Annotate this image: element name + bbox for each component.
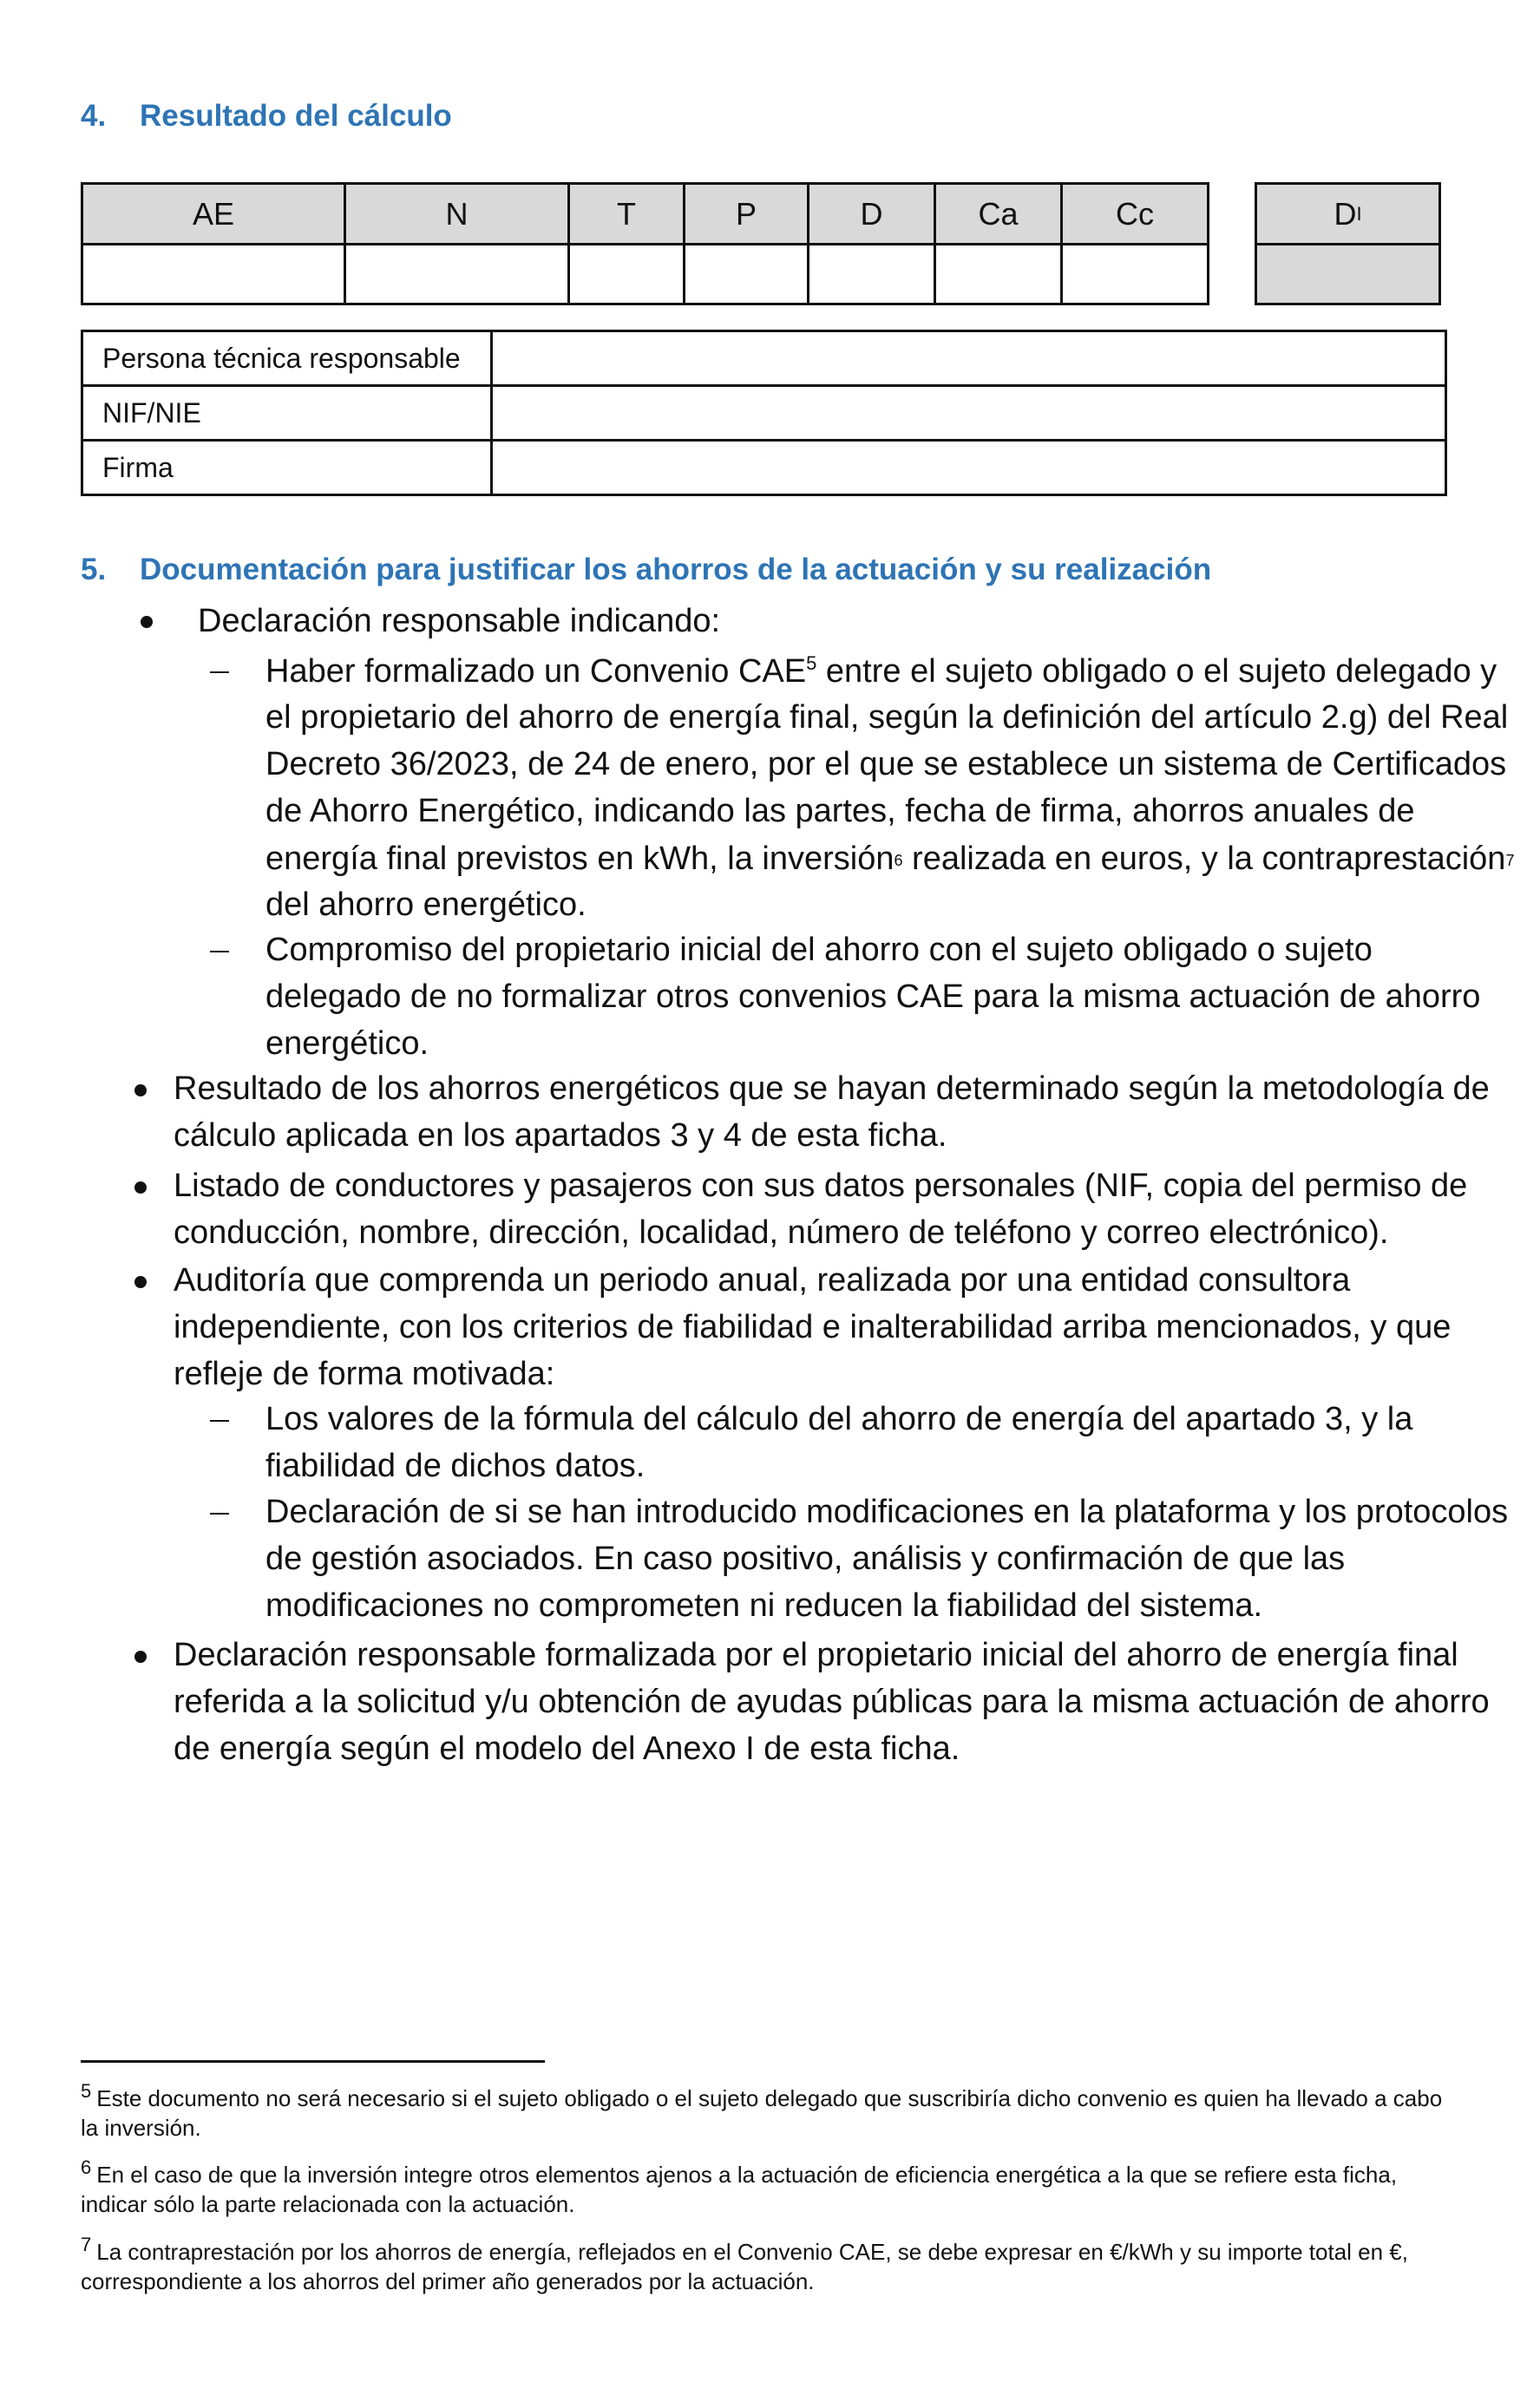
- list-item: Listado de conductores y pasajeros con sus datos personales (NIF, copia del permiso de: [174, 1168, 1468, 1204]
- dash-icon: [210, 671, 229, 673]
- list-item-line: energético.: [265, 1025, 429, 1062]
- results-value-n[interactable]: [344, 243, 570, 305]
- footnote-separator: [81, 2060, 545, 2063]
- table-row: [82, 331, 1446, 386]
- list-item: Los valores de la fórmula del cálculo del ahorro de energía del apartado 3, y la: [265, 1401, 1413, 1437]
- list-item-line: conducción, nombre, dirección, localidad, número de teléfono y correo electrónico).: [174, 1214, 1389, 1251]
- list-item-line: el propietario del ahorro de energía final, según la definición del artículo 2.g) del Real: [265, 699, 1509, 736]
- section-4-heading: [81, 99, 452, 134]
- list-item-line: de Ahorro Energético, indicando las partes, fecha de firma, ahorros anuales de: [265, 793, 1415, 829]
- list-item-line: refleje de forma motivada:: [174, 1356, 555, 1392]
- results-value-t[interactable]: [567, 243, 685, 305]
- list-item-line: referida a la solicitud y/u obtención de ayudas públicas para la misma actuación de ahorro: [174, 1684, 1490, 1720]
- list-item-line: fiabilidad de dichos datos.: [265, 1448, 645, 1484]
- results-value-cc[interactable]: [1060, 243, 1209, 305]
- list-item: Declaración responsable indicando:: [198, 603, 721, 639]
- results-value-di: [1255, 243, 1441, 305]
- list-item: Declaración responsable formalizada por el propietario inicial del ahorro de energía final: [174, 1637, 1458, 1673]
- bullet-icon: [134, 1276, 147, 1288]
- results-header-di-main: D: [1334, 195, 1357, 232]
- list-item: Haber formalizado un Convenio CAE$^5$ entre el sujeto obligado o el sujeto delegado y: [265, 652, 1497, 690]
- section-4-title: Resultado del cálculo: [140, 99, 452, 133]
- results-header-p: P: [683, 182, 809, 245]
- results-header-d: D: [807, 182, 936, 245]
- section-4-number: 4.: [81, 99, 107, 133]
- list-item-line: delegado de no formalizar otros convenios CAE para la misma actuación de ahorro: [265, 978, 1481, 1015]
- list-item-line: de energía según el modelo del Anexo I de esta ficha.: [174, 1731, 960, 1767]
- results-header-cc: Cc: [1060, 182, 1209, 245]
- field-nif-nie[interactable]: [492, 386, 1446, 441]
- list-item-line: cálculo aplicada en los apartados 3 y 4 de esta ficha.: [174, 1117, 947, 1154]
- list-item-line: modificaciones no comprometen ni reducen la fiabilidad del sistema.: [265, 1587, 1263, 1624]
- label-firma: Firma: [82, 441, 492, 495]
- results-header-ae: AE: [81, 182, 346, 245]
- list-item-line: de gestión asociados. En caso positivo, análisis y confirmación de que las: [265, 1541, 1346, 1577]
- section-5-heading: [81, 553, 1211, 587]
- footnote-ref-7: 7: [1505, 852, 1515, 869]
- section-5-number: 5.: [81, 553, 107, 586]
- list-item-line: del ahorro energético.: [265, 887, 587, 923]
- footnote-5: $^5$ Este documento no será necesario si el sujeto obligado o el sujeto delegado que suscribiría dicho convenio es quien ha llevado a cabo: [81, 2080, 1443, 2111]
- footnote-6: $^6$ En el caso de que la inversión integre otros elementos ajenos a la actuación de eficiencia energética a la que se refiere esta ficha,: [81, 2156, 1398, 2188]
- footnote-7-line-2: correspondiente a los ahorros del primer año generados por la actuación.: [81, 2268, 815, 2294]
- list-item-line: independiente, con los criterios de fiabilidad e inalterabilidad arriba mencionados, y que: [174, 1309, 1452, 1345]
- results-value-p[interactable]: [683, 243, 809, 305]
- list-item: Auditoría que comprenda un periodo anual, realizada por una entidad consultora: [174, 1262, 1351, 1299]
- field-persona-tecnica[interactable]: [492, 331, 1446, 386]
- results-header-ca: Ca: [934, 182, 1063, 245]
- bullet-icon: [134, 1651, 147, 1663]
- bullet-icon: [141, 616, 153, 628]
- dash-icon: [210, 1513, 229, 1515]
- footnote-7: $^7$ La contraprestación por los ahorros de energía, reflejados en el Convenio CAE, se debe expresar en €/kWh y su importe total en €,: [81, 2234, 1408, 2265]
- results-header-n: N: [344, 182, 570, 245]
- list-item-line: Decreto 36/2023, de 24 de enero, por el que se establece un sistema de Certificados: [265, 746, 1507, 782]
- label-nif-nie: NIF/NIE: [82, 386, 492, 441]
- list-item: Resultado de los ahorros energéticos que se hayan determinado según la metodología de: [174, 1070, 1490, 1107]
- field-firma[interactable]: [492, 441, 1446, 495]
- results-value-ca[interactable]: [934, 243, 1063, 305]
- list-item: Compromiso del propietario inicial del ahorro con el sujeto obligado o sujeto: [265, 932, 1373, 968]
- label-persona-tecnica: Persona técnica responsable: [82, 331, 492, 386]
- results-header-di-sub: I: [1356, 202, 1362, 225]
- results-header-t: T: [567, 182, 685, 245]
- footnote-6-line-2: indicar sólo la parte relacionada con la actuación.: [81, 2191, 575, 2217]
- bullet-icon: [134, 1181, 147, 1194]
- responsible-person-table: [81, 330, 1447, 496]
- footnote-ref-5: 5: [806, 652, 817, 674]
- table-row: [82, 386, 1446, 441]
- results-header-di: [1255, 182, 1441, 245]
- footnote-5-line-2: la inversión.: [81, 2115, 201, 2141]
- bullet-icon: [134, 1084, 147, 1096]
- table-row: [82, 441, 1446, 495]
- list-item-line: energía final previstos en kWh, la inversión$^6$ realizada en euros, y la contraprestación$^7$: [265, 841, 1515, 877]
- list-item: Declaración de si se han introducido modificaciones en la plataforma y los protocolos: [265, 1494, 1509, 1530]
- section-5-title: Documentación para justificar los ahorros de la actuación y su realización: [140, 553, 1212, 586]
- results-value-d[interactable]: [807, 243, 936, 305]
- dash-icon: [210, 1420, 229, 1422]
- dash-icon: [210, 951, 229, 952]
- results-value-ae[interactable]: [81, 243, 346, 305]
- footnote-ref-6: 6: [894, 852, 903, 869]
